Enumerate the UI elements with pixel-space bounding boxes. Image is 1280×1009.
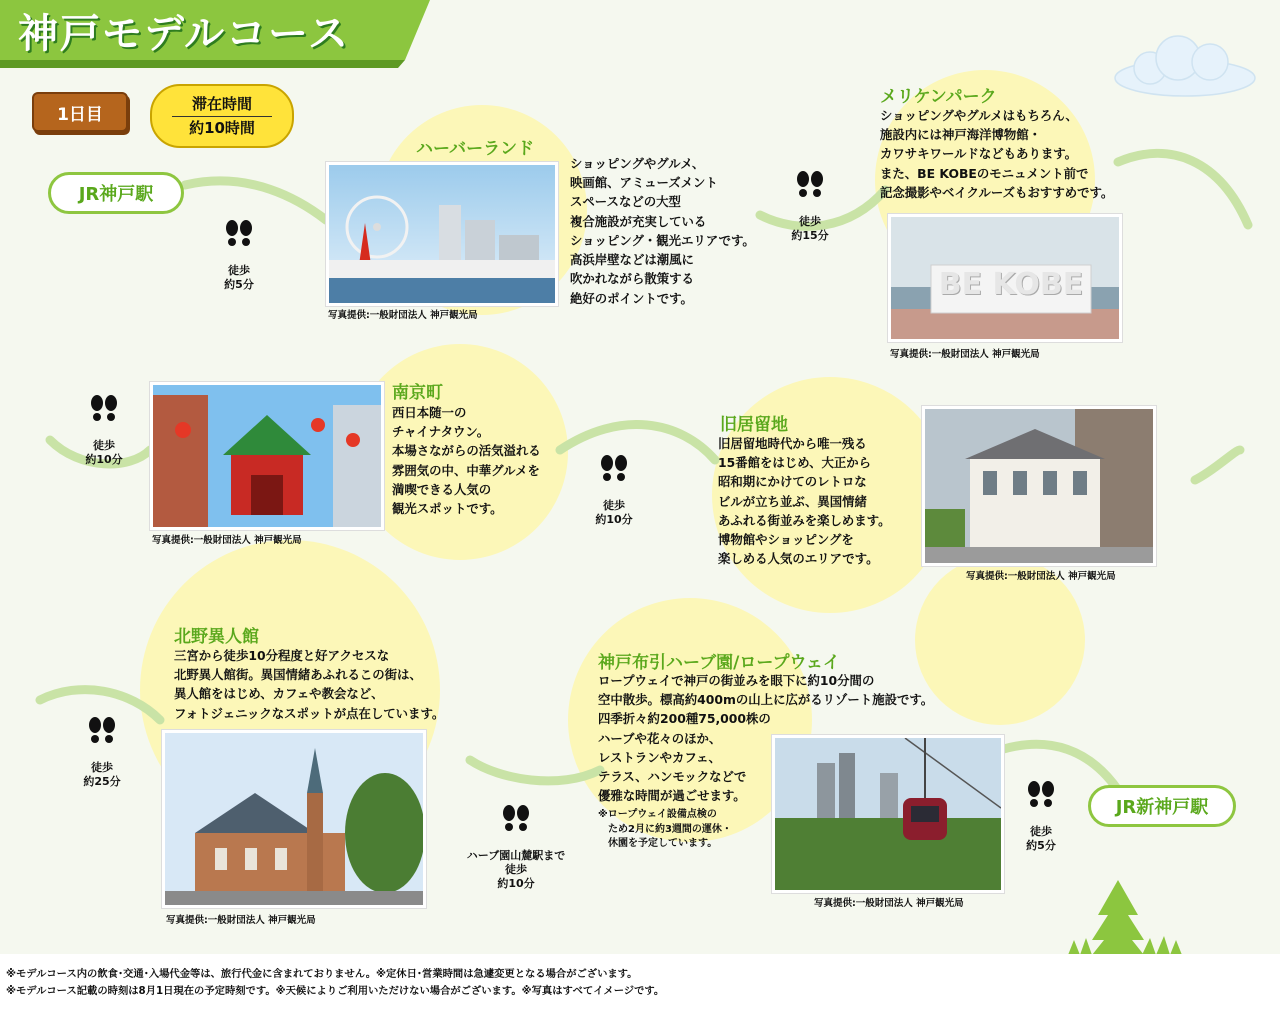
kyukyoryuchi-image xyxy=(925,409,1153,563)
station-end: JR新神戸駅 xyxy=(1088,785,1236,827)
walk-marker-3 xyxy=(76,380,132,467)
meriken-credit: 写真提供:一般財団法人 神戸観光局 xyxy=(890,349,1040,360)
nunobiki-credit: 写真提供:一般財団法人 神戸観光局 xyxy=(814,898,964,909)
nankinmachi-desc: 西日本随一の チャイナタウン。 本場さながらの活気溢れる 雰囲気の中、中華グルメを 満喫できる人気の 観光スポットです。 xyxy=(392,405,541,517)
nankinmachi-credit: 写真提供:一般財団法人 神戸観光局 xyxy=(152,535,302,546)
kyukyoryuchi-credit: 写真提供:一般財団法人 神戸観光局 xyxy=(966,571,1116,582)
walk-time-6: ハーブ園山麓駅まで 徒歩 約10分 xyxy=(466,848,566,891)
stay-duration: 約10時間 xyxy=(189,118,255,137)
kyukyoryuchi-photo xyxy=(922,406,1156,566)
harborland-title: ハーバーランド xyxy=(416,139,535,159)
footprints-icon xyxy=(793,170,827,198)
harborland-desc: ショッピングやグルメ、 映画館、アミューズメント スペースなどの大型 複合施設が充実している ショッピング・観光エリアです。 高浜岸壁などは潮風に 吹かれながら散策する 絶好のポイントです。 xyxy=(570,156,755,306)
walk-time-4: 徒歩 約10分 xyxy=(595,498,633,526)
stay-label: 滞在時間 xyxy=(191,94,252,113)
nunobiki-image xyxy=(775,738,1001,890)
nunobiki-note: ※ロープウェイ設備点検の ため2月に約3週間の運休・ 休園を予定しています。 xyxy=(598,809,732,849)
title-banner xyxy=(0,0,430,68)
nankinmachi-image xyxy=(153,385,381,527)
harborland-credit: 写真提供:一般財団法人 神戸観光局 xyxy=(328,310,478,321)
walk-marker-1 xyxy=(214,205,264,292)
walk-time-7: 徒歩 約5分 xyxy=(1026,824,1056,852)
footprints-icon xyxy=(85,716,119,744)
be-kobe-sign: BE KOBE xyxy=(938,267,1084,302)
walk-marker-5 xyxy=(74,702,130,789)
day-badge: 1日目 xyxy=(32,92,128,132)
walk-marker-4 xyxy=(586,440,642,527)
kitano-photo xyxy=(162,730,426,908)
kyukyoryuchi-title: 旧居留地 xyxy=(720,415,788,435)
footer-note-1: ※モデルコース内の飲食･交通･入場代金等は、旅行代金に含まれておりません。※定休日･営業時間は急遽変更となる場合がございます。 xyxy=(6,968,638,980)
stay-divider xyxy=(172,116,272,117)
nunobiki-desc: ロープウェイで神戸の街並みを眼下に約10分間の 空中散歩。標高約400mの山上に広がるリゾート施設です。 四季折々約200種75,000株の ハーブや花々のほか、 レストランやカフェ、 テラス、ハンモックなどで 優雅な時間が過ごせます。 xyxy=(598,673,934,804)
walk-marker-6 xyxy=(456,790,576,891)
walk-marker-7 xyxy=(1016,766,1066,853)
footprints-icon xyxy=(499,804,533,832)
kitano-desc: 三宮から徒歩10分程度と好アクセスな 北野異人館街。異国情緒あふれるこの街は、 異人館をはじめ、カフェや教会など、 フォトジェニックなスポットが点在しています。 xyxy=(174,648,445,721)
stay-time-badge xyxy=(150,84,294,148)
walk-time-5: 徒歩 約25分 xyxy=(83,760,121,788)
harborland-image xyxy=(329,165,555,303)
kyukyoryuchi-desc: 旧居留地時代から唯一残る 15番館をはじめ、大正から 昭和期にかけてのレトロな ビルが立ち並ぶ、異国情緒 あふれる街並みを楽しめます。 博物館やショッピングを 楽しめる人気のエリアです。 xyxy=(718,436,891,567)
page-title: 神戸モデルコース xyxy=(18,11,350,57)
footer-note-2: ※モデルコース記載の時刻は8月1日現在の予定時刻です。※天候によりご利用いただけない場合がございます。※写真はすべてイメージです。 xyxy=(6,985,665,997)
nankinmachi-photo xyxy=(150,382,384,530)
kitano-image xyxy=(165,733,423,905)
meriken-photo xyxy=(888,214,1122,342)
kitano-title: 北野異人館 xyxy=(174,627,259,647)
walk-marker-2 xyxy=(782,156,838,243)
meriken-title: メリケンパーク xyxy=(880,87,997,107)
walk-time-1: 徒歩 約5分 xyxy=(224,263,254,291)
footprints-icon xyxy=(1024,780,1058,808)
footprints-icon xyxy=(87,394,121,422)
kitano-credit: 写真提供:一般財団法人 神戸観光局 xyxy=(166,915,316,926)
nankinmachi-title: 南京町 xyxy=(392,383,443,403)
meriken-desc: ショッピングやグルメはもちろん、 施設内には神戸海洋博物館・ カワサキワールドなどもあります。 また、BE KOBEのモニュメント前で 記念撮影やベイクルーズもおすすめです。 xyxy=(880,108,1114,200)
cloud-decoration xyxy=(1115,36,1255,96)
footprints-icon xyxy=(597,454,631,482)
nunobiki-photo xyxy=(772,735,1004,893)
harborland-photo xyxy=(326,162,558,306)
nunobiki-title: 神戸布引ハーブ園/ロープウェイ xyxy=(598,653,840,673)
walk-time-3: 徒歩 約10分 xyxy=(85,438,123,466)
footprints-icon xyxy=(222,219,256,247)
station-start: JR神戸駅 xyxy=(48,172,184,214)
walk-time-2: 徒歩 約15分 xyxy=(791,214,829,242)
